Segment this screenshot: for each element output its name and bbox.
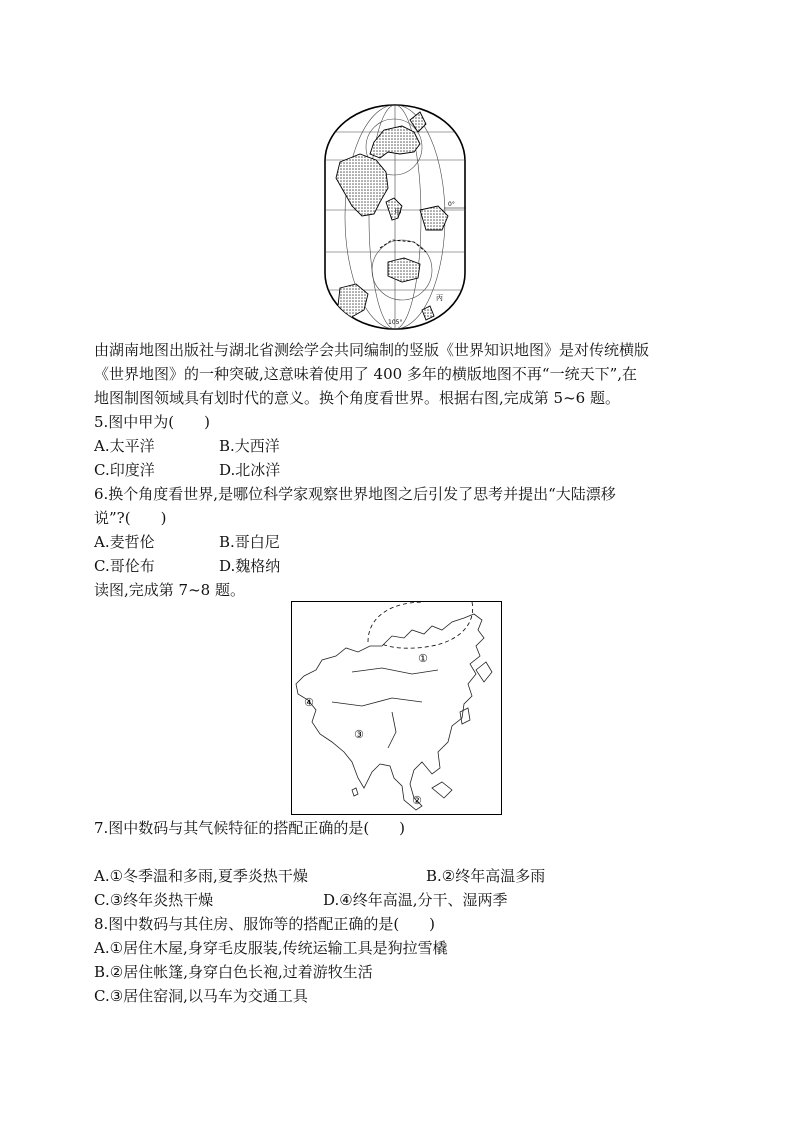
q6-option-d: D.魏格纳 [219, 557, 281, 575]
q5-option-a: A.太平洋 [94, 437, 155, 455]
asia-coastline [296, 614, 492, 810]
q8-option-a: A.①居住木屋,身穿毛皮服装,传统运输工具是狗拉雪橇 [94, 939, 448, 957]
q8-option-c: C.③居住窑洞,以马车为交通工具 [94, 987, 308, 1005]
asia-map-svg [292, 602, 500, 813]
label-jia: 甲 [394, 208, 402, 217]
q6-option-b: B.哥白尼 [219, 533, 280, 551]
label-2: ② [412, 794, 422, 807]
read-instruction: 读图,完成第 7~8 题。 [94, 581, 245, 599]
world-map-svg [322, 102, 468, 332]
q6-stem-line-1: 6.换个角度看世界,是哪位科学家观察世界地图之后引发了思考并提出“大陆漂移 [94, 485, 616, 503]
intro-line-2: 《世界地图》的一种突破,这意味着使用了 400 多年的横版地图不再“一统天下”,在 [94, 365, 638, 383]
intro-line-3: 地图制图领域具有划时代的意义。换个角度看世界。根据右图,完成第 5~6 题。 [94, 389, 620, 407]
q5-stem: 5.图中甲为( ) [94, 413, 211, 431]
label-3: ③ [354, 728, 364, 741]
label-4: ④ [304, 696, 314, 709]
q7-option-a: A.①冬季温和多雨,夏季炎热干燥 [94, 867, 308, 885]
intro-line-1: 由湖南地图出版社与湖北省测绘学会共同编制的竖版《世界知识地图》是对传统横版 [94, 341, 650, 359]
q7-option-d: D.④终年高温,分干、湿两季 [323, 891, 508, 909]
q7-stem: 7.图中数码与其气候特征的搭配正确的是( ) [94, 819, 406, 837]
asia-map [291, 601, 502, 815]
q6-stem-line-2: 说”?( ) [94, 509, 167, 527]
q6-option-a: A.麦哲伦 [94, 533, 155, 551]
q6-option-c: C.哥伦布 [94, 557, 155, 575]
q7-option-c: C.③终年炎热干燥 [94, 891, 214, 909]
vertical-world-map [322, 102, 468, 332]
label-0-degree: 0° [448, 201, 455, 208]
q7-option-b: B.②终年高温多雨 [426, 867, 546, 885]
q5-option-d: D.北冰洋 [219, 461, 281, 479]
q8-option-b: B.②居住帐篷,身穿白色长袍,过着游牧生活 [94, 963, 373, 981]
label-105-degree: 105° [388, 319, 403, 326]
label-bing: 丙 [436, 294, 443, 302]
label-1: ① [418, 652, 428, 665]
q8-stem: 8.图中数码与其住房、服饰等的搭配正确的是( ) [94, 915, 436, 933]
q5-option-b: B.大西洋 [219, 437, 280, 455]
q5-option-c: C.印度洋 [94, 461, 155, 479]
